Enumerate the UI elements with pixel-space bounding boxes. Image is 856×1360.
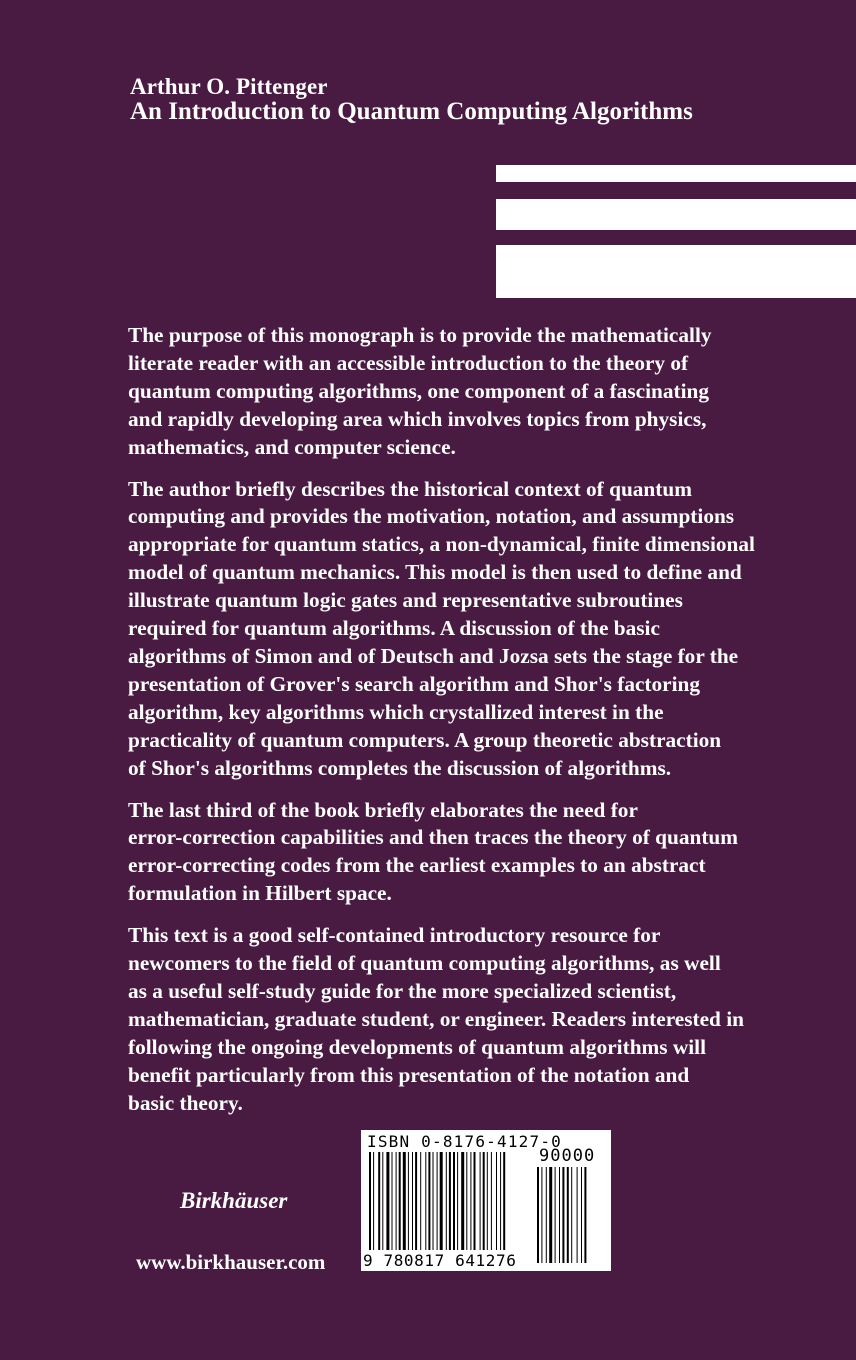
description-line: algorithms of Simon and of Deutsch and Jozsa sets the stage for the bbox=[128, 643, 739, 668]
description-paragraph bbox=[128, 797, 778, 909]
description-line: The author briefly describes the historical context of quantum bbox=[128, 476, 692, 501]
description-line: mathematics, and computer science. bbox=[128, 434, 456, 459]
publisher-logo: Birkhäuser bbox=[180, 1188, 288, 1213]
description-line: as a useful self-study guide for the more specialized scientist, bbox=[128, 978, 677, 1003]
decorative-stripe-top bbox=[496, 165, 856, 182]
description-paragraph bbox=[128, 476, 778, 783]
description-line: following the ongoing developments of quantum algorithms will bbox=[128, 1034, 707, 1059]
description-line: model of quantum mechanics. This model is then used to define and bbox=[128, 560, 742, 585]
barcode-block bbox=[361, 1130, 611, 1271]
publisher-website: www.birkhauser.com bbox=[136, 1250, 326, 1274]
description-line: illustrate quantum logic gates and representative subroutines bbox=[128, 588, 683, 613]
description-line: basic theory. bbox=[128, 1090, 243, 1115]
ean-digits: 9 780817 641276 bbox=[363, 1251, 517, 1270]
price-code: 90000 bbox=[539, 1146, 596, 1166]
description-line: The purpose of this monograph is to provide the mathematically bbox=[128, 323, 712, 347]
description-line: benefit particularly from this presentation of the notation and bbox=[128, 1062, 690, 1087]
description-line: practicality of quantum computers. A group theoretic abstraction bbox=[128, 727, 722, 752]
author-name: Arthur O. Pittenger bbox=[130, 74, 328, 99]
description-paragraph bbox=[128, 922, 778, 1117]
description-line: This text is a good self-contained introductory resource for bbox=[128, 923, 661, 948]
decorative-stripe-middle bbox=[496, 199, 856, 230]
description-line: of Shor's algorithms completes the discussion of algorithms. bbox=[128, 755, 672, 780]
description-line: appropriate for quantum statics, a non-dynamical, finite dimensional bbox=[128, 532, 755, 557]
description-line: required for quantum algorithms. A discussion of the basic bbox=[128, 616, 660, 641]
isbn-label: ISBN 0-8176-4127-0 bbox=[367, 1132, 562, 1151]
description-paragraph bbox=[128, 322, 778, 462]
description-line: The last third of the book briefly elaborates the need for bbox=[128, 797, 638, 822]
description-line: computing and provides the motivation, notation, and assumptions bbox=[128, 504, 735, 529]
description-line: formulation in Hilbert space. bbox=[128, 881, 392, 906]
description-line: error-correction capabilities and then traces the theory of quantum bbox=[128, 825, 739, 850]
description-line: literate reader with an accessible introduction to the theory of bbox=[128, 350, 689, 375]
description-line: error-correcting codes from the earliest examples to an abstract bbox=[128, 853, 706, 878]
book-title: An Introduction to Quantum Computing Algorithms bbox=[130, 98, 693, 125]
book-description bbox=[128, 322, 778, 1131]
description-line: presentation of Grover's search algorithm and Shor's factoring bbox=[128, 671, 701, 696]
description-line: algorithm, key algorithms which crystallized interest in the bbox=[128, 699, 664, 724]
description-line: quantum computing algorithms, one component of a fascinating bbox=[128, 378, 709, 403]
decorative-stripe-bottom bbox=[496, 245, 856, 298]
description-line: mathematician, graduate student, or engineer. Readers interested in bbox=[128, 1006, 744, 1031]
description-line: and rapidly developing area which involves topics from physics, bbox=[128, 406, 707, 431]
description-line: newcomers to the field of quantum computing algorithms, as well bbox=[128, 951, 721, 976]
